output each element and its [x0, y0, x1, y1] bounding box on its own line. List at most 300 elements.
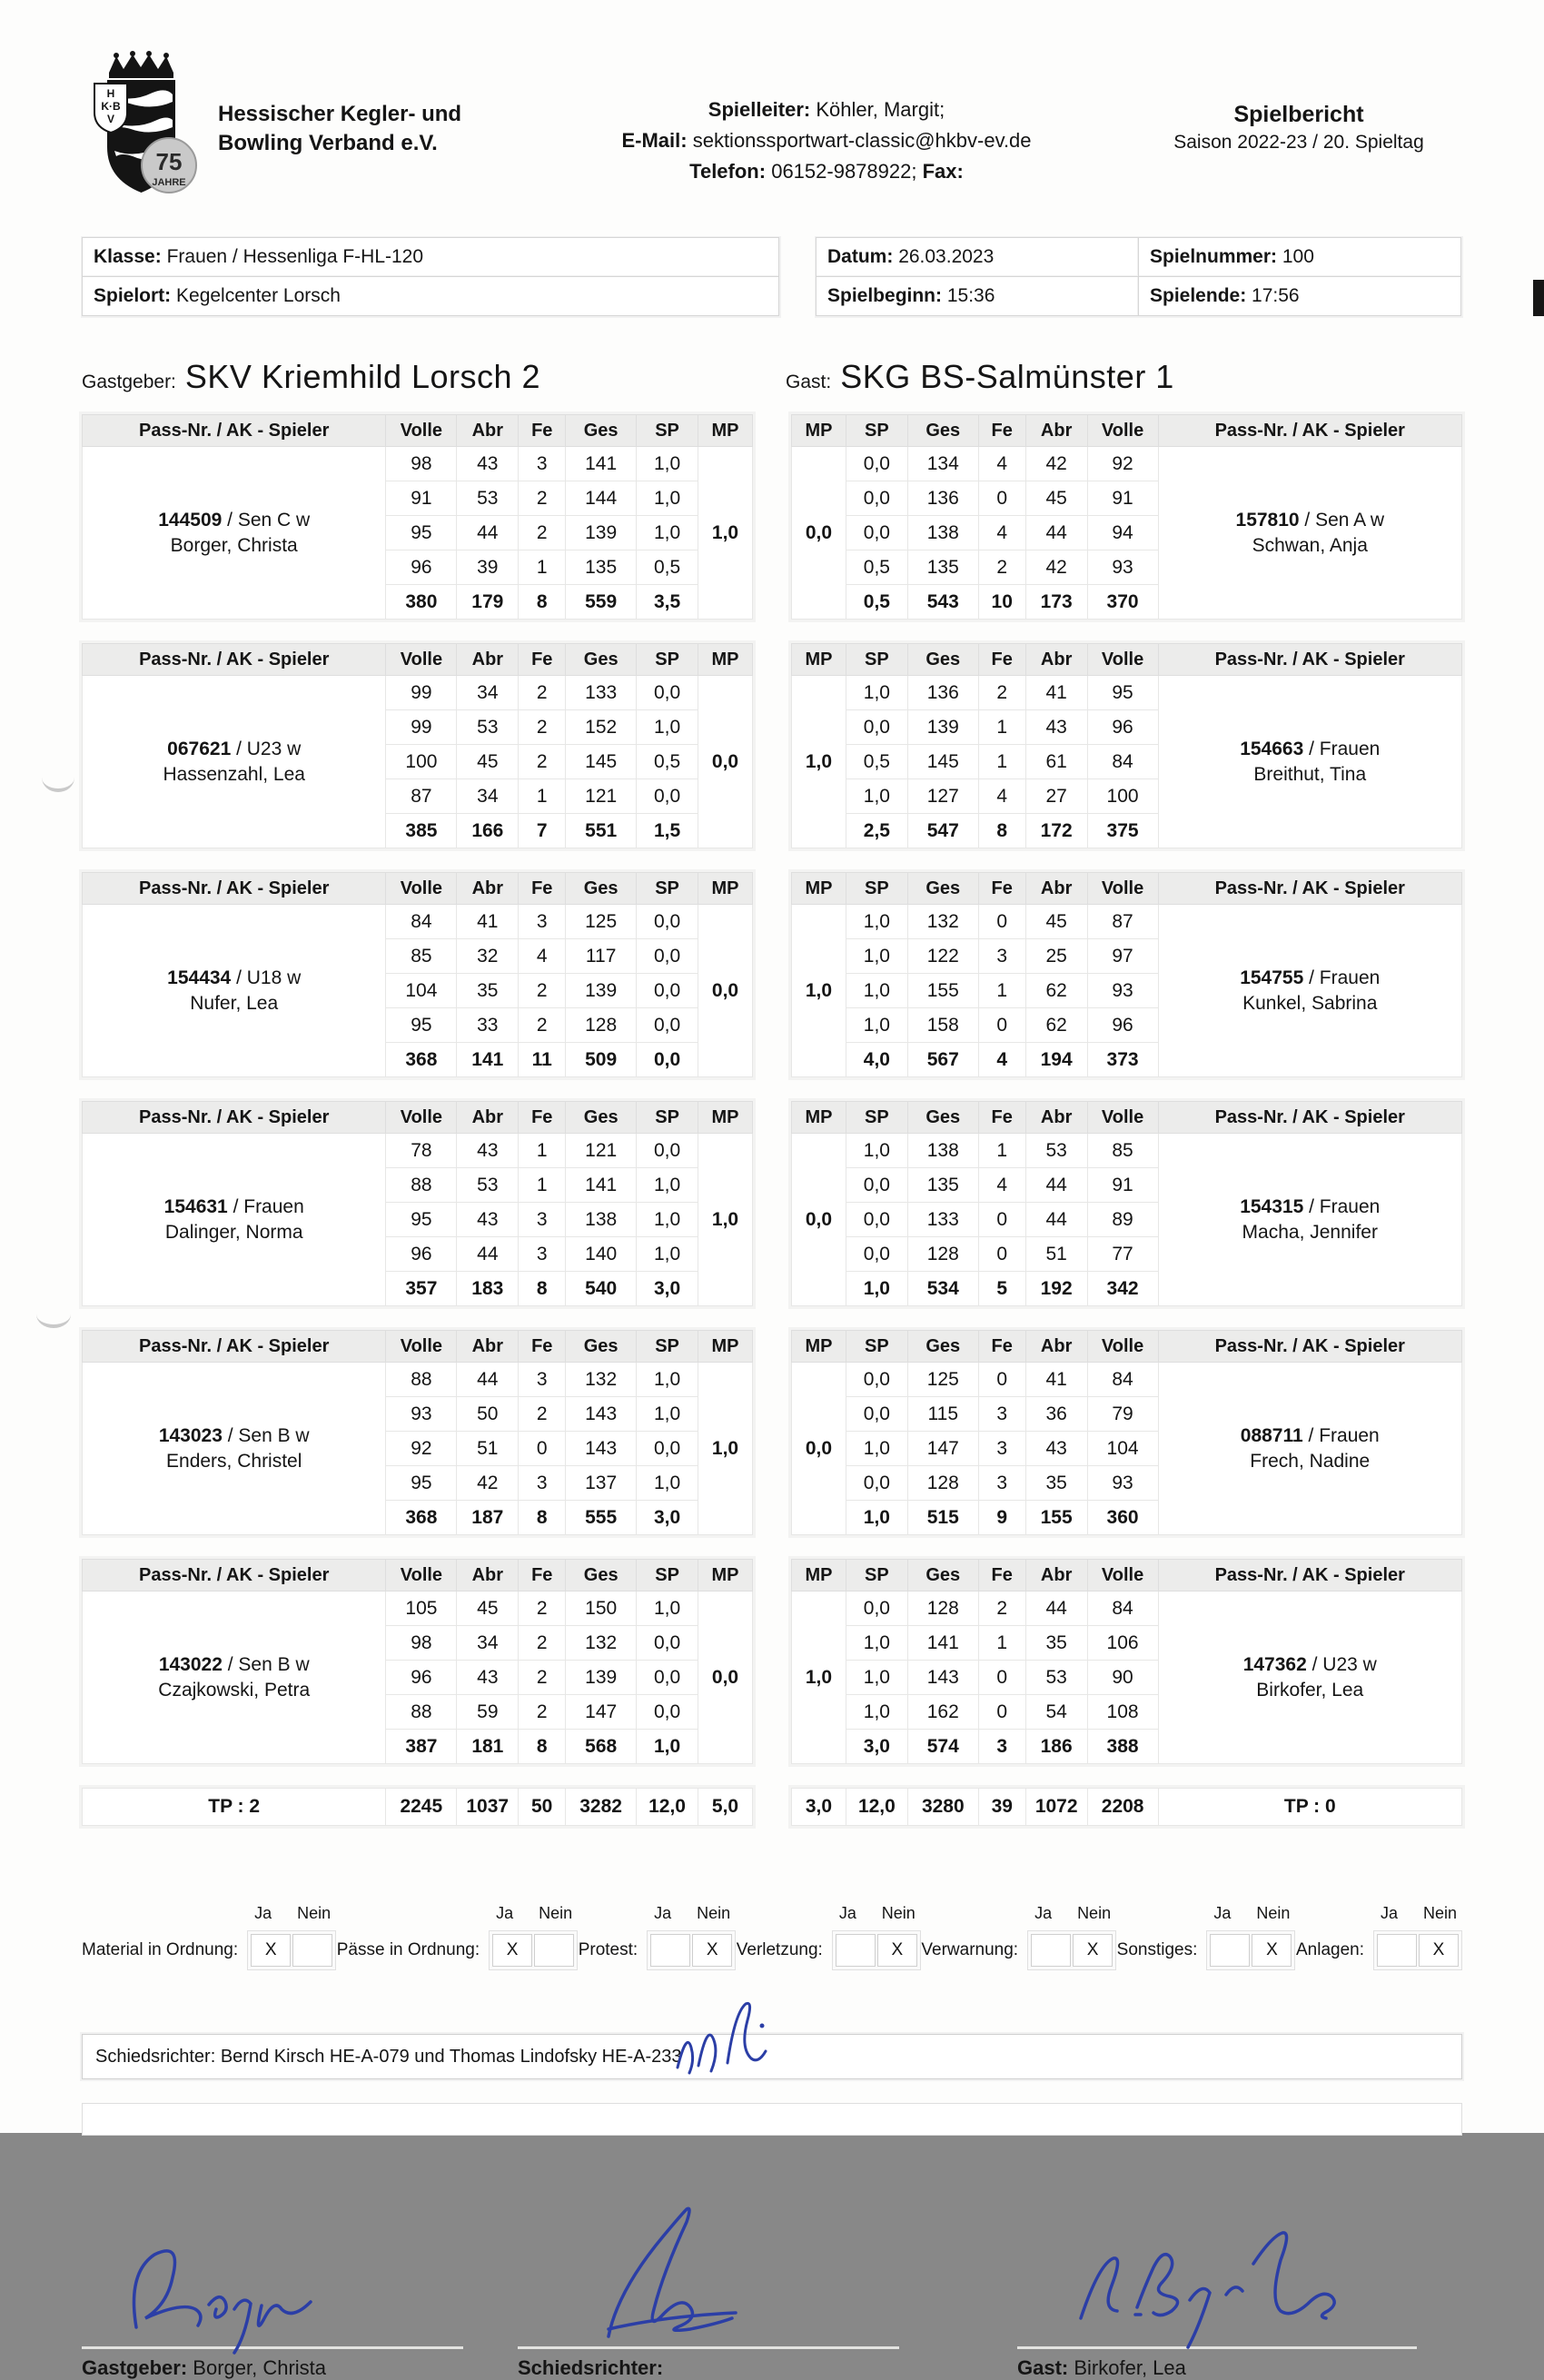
column-header: Volle [1087, 873, 1158, 905]
score-cell: 173 [1025, 585, 1087, 620]
score-cell: 8 [978, 814, 1025, 848]
score-cell: 0 [978, 1203, 1025, 1237]
score-cell: 1,0 [637, 1397, 698, 1432]
score-cell: 2 [519, 481, 566, 516]
game-row [792, 676, 1462, 710]
score-cell: 51 [457, 1432, 519, 1466]
game-row [792, 447, 1462, 481]
column-header: Fe [519, 1102, 566, 1134]
player-pass-number: 154434 [167, 967, 232, 989]
klasse-cell: Klasse: Frauen / Hessenliga F-HL-120 [83, 238, 779, 277]
player-pass-number: 143023 [158, 1425, 223, 1447]
score-cell: 35 [1025, 1466, 1087, 1501]
score-cell: 135 [566, 550, 637, 585]
score-cell: 104 [1087, 1432, 1158, 1466]
score-cell: 1,0 [637, 1168, 698, 1203]
score-cell: 1,0 [637, 1237, 698, 1272]
score-cell: 92 [386, 1432, 457, 1466]
home-score-table [82, 1330, 753, 1535]
score-cell: 45 [457, 1592, 519, 1626]
totals-cell: 50 [519, 1789, 566, 1826]
score-cell: 45 [1025, 481, 1087, 516]
score-cell: 0 [978, 1661, 1025, 1695]
column-header: Ges [907, 1102, 978, 1134]
score-cell: 388 [1087, 1730, 1158, 1764]
score-cell: 143 [566, 1432, 637, 1466]
signatures [82, 2245, 1462, 2380]
score-cell: 3 [519, 1203, 566, 1237]
score-cell: 3 [519, 1363, 566, 1397]
column-header: SP [846, 1331, 907, 1363]
score-cell: 98 [386, 447, 457, 481]
score-cell: 3 [519, 1466, 566, 1501]
column-header: Pass-Nr. / AK - Spieler [83, 1560, 386, 1592]
game-row [792, 1134, 1462, 1168]
player-identity: 144509 / Sen C w Borger, Christa [83, 447, 386, 620]
checkbox-label: Pässe in Ordnung: [336, 1940, 480, 1959]
guest-score-table [791, 414, 1462, 620]
score-cell: 1,0 [637, 1730, 698, 1764]
score-cell: 84 [1087, 1592, 1158, 1626]
fax-label: Fax: [922, 160, 964, 183]
score-cell: 125 [907, 1363, 978, 1397]
score-cell: 0,0 [637, 974, 698, 1008]
score-cell: 0,0 [846, 447, 907, 481]
score-cell: 53 [1025, 1134, 1087, 1168]
score-cell: 1 [978, 710, 1025, 745]
score-cell: 3,0 [637, 1501, 698, 1535]
score-cell: 7 [519, 814, 566, 848]
checkbox-ja [1210, 1934, 1250, 1967]
mp-cell: 0,0 [698, 905, 753, 1077]
column-header: Ges [907, 644, 978, 676]
guest-score-table [791, 1559, 1462, 1764]
column-header: Fe [978, 415, 1025, 447]
svg-text:K·B: K·B [101, 100, 121, 113]
column-header: Volle [386, 1102, 457, 1134]
score-cell: 568 [566, 1730, 637, 1764]
spielbeginn-cell: Spielbeginn: 15:36 [817, 277, 1139, 316]
datum-cell: Datum: 26.03.2023 [817, 238, 1139, 277]
score-cell: 25 [1025, 939, 1087, 974]
checkbox-label: Verletzung: [736, 1940, 823, 1959]
score-cell: 77 [1087, 1237, 1158, 1272]
player-block [82, 414, 1462, 620]
column-header: Ges [907, 873, 978, 905]
home-team [82, 358, 786, 396]
player-name: Kunkel, Sabrina [1242, 992, 1378, 1014]
column-header: Pass-Nr. / AK - Spieler [1158, 644, 1461, 676]
score-cell: 2,5 [846, 814, 907, 848]
score-cell: 1,0 [637, 1363, 698, 1397]
score-cell: 0,0 [846, 1466, 907, 1501]
column-header: SP [637, 1560, 698, 1592]
column-header: Volle [1087, 415, 1158, 447]
column-header: Fe [978, 1102, 1025, 1134]
score-cell: 96 [386, 1661, 457, 1695]
column-header: Abr [457, 873, 519, 905]
checkbox-group: Ja Nein Sonstiges: X [1117, 1904, 1296, 1970]
mp-cell: 0,0 [698, 1592, 753, 1764]
game-row [792, 1363, 1462, 1397]
mp-cell: 1,0 [792, 676, 846, 848]
score-cell: 91 [386, 481, 457, 516]
column-header: Fe [978, 1560, 1025, 1592]
score-cell: 10 [978, 585, 1025, 620]
checkbox-nein [534, 1934, 574, 1967]
score-cell: 88 [386, 1168, 457, 1203]
home-score-table [82, 643, 753, 848]
column-header: SP [637, 1331, 698, 1363]
score-cell: 155 [1025, 1501, 1087, 1535]
score-cell: 4,0 [846, 1043, 907, 1077]
score-cell: 1,0 [846, 905, 907, 939]
score-cell: 93 [386, 1397, 457, 1432]
score-cell: 121 [566, 779, 637, 814]
score-cell: 88 [386, 1363, 457, 1397]
mp-cell: 1,0 [698, 1363, 753, 1535]
home-score-table [82, 414, 753, 620]
player-identity: 143023 / Sen B w Enders, Christel [83, 1363, 386, 1535]
score-cell: 89 [1087, 1203, 1158, 1237]
score-cell: 27 [1025, 779, 1087, 814]
score-cell: 1,0 [637, 1592, 698, 1626]
player-pass-number: 147362 [1242, 1654, 1307, 1676]
score-cell: 94 [1087, 516, 1158, 550]
score-cell: 139 [566, 1661, 637, 1695]
score-cell: 0,0 [846, 516, 907, 550]
mp-cell: 1,0 [698, 447, 753, 620]
score-cell: 540 [566, 1272, 637, 1306]
player-identity: 067621 / U23 w Hassenzahl, Lea [83, 676, 386, 848]
game-row [83, 676, 753, 710]
score-cell: 59 [457, 1695, 519, 1730]
score-cell: 90 [1087, 1661, 1158, 1695]
player-blocks [82, 414, 1462, 1764]
column-header: Pass-Nr. / AK - Spieler [83, 644, 386, 676]
checkbox-label: Protest: [578, 1940, 638, 1959]
score-cell: 8 [519, 585, 566, 620]
score-cell: 380 [386, 585, 457, 620]
player-block [82, 872, 1462, 1077]
checkbox-nein [292, 1934, 332, 1967]
score-cell: 134 [907, 447, 978, 481]
score-cell: 138 [907, 1134, 978, 1168]
score-cell: 342 [1087, 1272, 1158, 1306]
score-cell: 1,0 [846, 1661, 907, 1695]
score-cell: 121 [566, 1134, 637, 1168]
column-header: Fe [519, 415, 566, 447]
guest-score-table [791, 1330, 1462, 1535]
column-header: Pass-Nr. / AK - Spieler [1158, 873, 1461, 905]
checkbox-row [82, 1904, 1462, 1970]
spielnummer-cell: Spielnummer: 100 [1139, 238, 1461, 277]
column-header: MP [792, 415, 846, 447]
checkbox-group: Ja Nein Verletzung: X [737, 1904, 921, 1970]
score-cell: 143 [907, 1661, 978, 1695]
player-identity: 143022 / Sen B w Czajkowski, Petra [83, 1592, 386, 1764]
score-cell: 44 [1025, 1203, 1087, 1237]
score-cell: 1 [978, 745, 1025, 779]
score-cell: 1,0 [846, 1272, 907, 1306]
score-cell: 132 [566, 1363, 637, 1397]
column-header: SP [637, 873, 698, 905]
score-cell: 166 [457, 814, 519, 848]
column-header: SP [637, 415, 698, 447]
score-cell: 0 [978, 1008, 1025, 1043]
score-cell: 172 [1025, 814, 1087, 848]
score-cell: 141 [566, 447, 637, 481]
totals-cell: 12,0 [637, 1789, 698, 1826]
score-cell: 42 [1025, 447, 1087, 481]
score-cell: 0,0 [637, 1661, 698, 1695]
player-identity: 154631 / Frauen Dalinger, Norma [83, 1134, 386, 1306]
column-header: Abr [1025, 1560, 1087, 1592]
home-team-label: Gastgeber: [82, 372, 176, 392]
mp-cell: 0,0 [792, 1134, 846, 1306]
score-cell: 559 [566, 585, 637, 620]
column-header: Volle [386, 644, 457, 676]
score-cell: 141 [907, 1626, 978, 1661]
referee-signature-caption: Schiedsrichter: [518, 2356, 664, 2379]
mp-cell: 1,0 [792, 905, 846, 1077]
column-header: Volle [1087, 1560, 1158, 1592]
score-cell: 1,0 [846, 779, 907, 814]
score-cell: 138 [566, 1203, 637, 1237]
mp-cell: 0,0 [792, 1363, 846, 1535]
totals-cell: 1037 [457, 1789, 519, 1826]
home-score-table [82, 872, 753, 1077]
column-header: Pass-Nr. / AK - Spieler [83, 1331, 386, 1363]
checkbox-group: Ja Nein Anlagen: X [1296, 1904, 1462, 1970]
totals-cell: 1072 [1025, 1789, 1087, 1826]
score-cell: 54 [1025, 1695, 1087, 1730]
column-header: Ges [566, 1560, 637, 1592]
email-label: E-Mail: [621, 129, 688, 153]
guest-signature-area [1017, 2245, 1417, 2380]
score-cell: 0,0 [846, 481, 907, 516]
home-score-table [82, 1559, 753, 1764]
player-identity: 154315 / Frauen Macha, Jennifer [1158, 1134, 1461, 1306]
score-cell: 133 [566, 676, 637, 710]
score-cell: 158 [907, 1008, 978, 1043]
score-cell: 91 [1087, 1168, 1158, 1203]
email-value: sektionssportwart-classic@hkbv-ev.de [692, 129, 1032, 153]
checkbox-nein: X [1419, 1934, 1459, 1967]
score-cell: 0,0 [846, 1168, 907, 1203]
score-cell: 1 [519, 1134, 566, 1168]
score-cell: 194 [1025, 1043, 1087, 1077]
column-header: Abr [457, 644, 519, 676]
score-cell: 87 [386, 779, 457, 814]
score-cell: 4 [978, 516, 1025, 550]
score-cell: 128 [907, 1592, 978, 1626]
score-cell: 1,0 [846, 676, 907, 710]
telefon-value: 06152-9878922; [771, 160, 917, 183]
player-pass-number: 144509 [158, 510, 223, 531]
checkbox-group: Ja Nein Material in Ordnung: X [82, 1904, 336, 1970]
checkbox-nein: X [1252, 1934, 1292, 1967]
svg-text:V: V [106, 113, 115, 125]
score-cell: 34 [457, 676, 519, 710]
player-pass-number: 143022 [158, 1654, 223, 1676]
checkbox-nein: X [1073, 1934, 1113, 1967]
score-cell: 1 [978, 1626, 1025, 1661]
score-cell: 43 [1025, 710, 1087, 745]
score-cell: 4 [978, 779, 1025, 814]
score-cell: 99 [386, 676, 457, 710]
score-cell: 36 [1025, 1397, 1087, 1432]
score-cell: 53 [1025, 1661, 1087, 1695]
score-cell: 122 [907, 939, 978, 974]
player-pass-number: 157810 [1235, 510, 1300, 531]
score-cell: 385 [386, 814, 457, 848]
score-cell: 2 [519, 1661, 566, 1695]
score-cell: 0,0 [846, 1237, 907, 1272]
score-cell: 35 [1025, 1626, 1087, 1661]
score-cell: 45 [1025, 905, 1087, 939]
totals-cell: 3280 [907, 1789, 978, 1826]
score-cell: 44 [457, 1237, 519, 1272]
checkbox-ja [836, 1934, 876, 1967]
score-cell: 3 [978, 939, 1025, 974]
column-header: Abr [457, 415, 519, 447]
score-cell: 0 [978, 1237, 1025, 1272]
svg-text:75: 75 [155, 148, 183, 175]
report-title-block [1135, 102, 1462, 154]
guest-team-label: Gast: [786, 372, 832, 392]
score-cell: 3 [519, 905, 566, 939]
contact-info [518, 94, 1135, 187]
score-cell: 1,0 [637, 1203, 698, 1237]
score-cell: 136 [907, 676, 978, 710]
column-header: Ges [566, 1102, 637, 1134]
page-header [82, 0, 1462, 206]
score-cell: 145 [566, 745, 637, 779]
score-cell: 192 [1025, 1272, 1087, 1306]
score-cell: 1,0 [846, 1501, 907, 1535]
score-cell: 3 [519, 447, 566, 481]
score-cell: 97 [1087, 939, 1158, 974]
score-cell: 375 [1087, 814, 1158, 848]
score-cell: 1,0 [846, 1432, 907, 1466]
score-cell: 3 [978, 1466, 1025, 1501]
score-cell: 93 [1087, 974, 1158, 1008]
score-cell: 95 [1087, 676, 1158, 710]
player-name: Breithut, Tina [1253, 763, 1367, 785]
score-cell: 2 [519, 974, 566, 1008]
guest-team-name: SKG BS-Salmünster 1 [840, 358, 1174, 395]
score-cell: 0,0 [637, 905, 698, 939]
totals-bar [82, 1788, 1462, 1826]
mp-cell: 0,0 [698, 676, 753, 848]
column-header: MP [792, 1560, 846, 1592]
score-cell: 2 [519, 676, 566, 710]
checkbox-ja: X [492, 1934, 532, 1967]
score-cell: 3 [978, 1730, 1025, 1764]
checkbox-ja [1377, 1934, 1417, 1967]
spielende-cell: Spielende: 17:56 [1139, 277, 1461, 316]
score-cell: 1 [519, 550, 566, 585]
score-cell: 117 [566, 939, 637, 974]
score-cell: 53 [457, 710, 519, 745]
score-cell: 62 [1025, 1008, 1087, 1043]
score-cell: 8 [519, 1272, 566, 1306]
checkbox-ja [650, 1934, 690, 1967]
score-cell: 0 [519, 1432, 566, 1466]
checkbox-ja: X [251, 1934, 291, 1967]
column-header: Abr [1025, 1331, 1087, 1363]
score-cell: 179 [457, 585, 519, 620]
score-cell: 95 [386, 1008, 457, 1043]
scan-mark-left-curve-2 [36, 1301, 71, 1328]
column-header: MP [698, 873, 753, 905]
score-cell: 138 [907, 516, 978, 550]
score-cell: 1,0 [637, 447, 698, 481]
column-header: Pass-Nr. / AK - Spieler [1158, 415, 1461, 447]
mp-cell: 0,0 [792, 447, 846, 620]
score-cell: 79 [1087, 1397, 1158, 1432]
totals-cell: 39 [978, 1789, 1025, 1826]
column-header: Pass-Nr. / AK - Spieler [83, 873, 386, 905]
score-cell: 0 [978, 1363, 1025, 1397]
column-header: Pass-Nr. / AK - Spieler [1158, 1102, 1461, 1134]
column-header: Abr [1025, 415, 1087, 447]
score-cell: 2 [519, 1626, 566, 1661]
score-cell: 43 [457, 1203, 519, 1237]
spielleiter-value: Köhler, Margit; [816, 98, 945, 121]
score-cell: 2 [519, 745, 566, 779]
score-cell: 127 [907, 779, 978, 814]
column-header: SP [637, 644, 698, 676]
score-cell: 84 [1087, 745, 1158, 779]
guest-score-table [791, 1101, 1462, 1306]
column-header: Abr [1025, 873, 1087, 905]
checkbox-group: Ja Nein Pässe in Ordnung: X [337, 1904, 578, 1970]
score-cell: 515 [907, 1501, 978, 1535]
score-cell: 162 [907, 1695, 978, 1730]
score-cell: 100 [386, 745, 457, 779]
column-header: SP [846, 415, 907, 447]
column-header: MP [698, 1331, 753, 1363]
score-cell: 96 [386, 1237, 457, 1272]
referee-line: Schiedsrichter: Bernd Kirsch HE-A-079 und Thomas Lindofsky HE-A-233 [95, 2046, 682, 2067]
score-cell: 1,0 [846, 1008, 907, 1043]
checkbox-nein: X [877, 1934, 917, 1967]
score-cell: 96 [1087, 1008, 1158, 1043]
score-cell: 34 [457, 1626, 519, 1661]
player-name: Dalinger, Norma [164, 1221, 303, 1243]
score-cell: 0 [978, 1695, 1025, 1730]
score-cell: 551 [566, 814, 637, 848]
column-header: MP [792, 873, 846, 905]
score-cell: 2 [519, 516, 566, 550]
score-cell: 152 [566, 710, 637, 745]
score-cell: 4 [519, 939, 566, 974]
score-cell: 3,0 [637, 1272, 698, 1306]
score-cell: 128 [566, 1008, 637, 1043]
home-signature-caption: Gastgeber: Borger, Christa [82, 2356, 327, 2379]
score-cell: 1 [978, 974, 1025, 1008]
column-header: Fe [978, 873, 1025, 905]
scan-mark-right-edge [1533, 280, 1544, 316]
score-cell: 4 [978, 1043, 1025, 1077]
player-name: Birkofer, Lea [1256, 1679, 1364, 1701]
score-cell: 136 [907, 481, 978, 516]
score-cell: 567 [907, 1043, 978, 1077]
score-cell: 1 [519, 779, 566, 814]
column-header: Volle [386, 1560, 457, 1592]
